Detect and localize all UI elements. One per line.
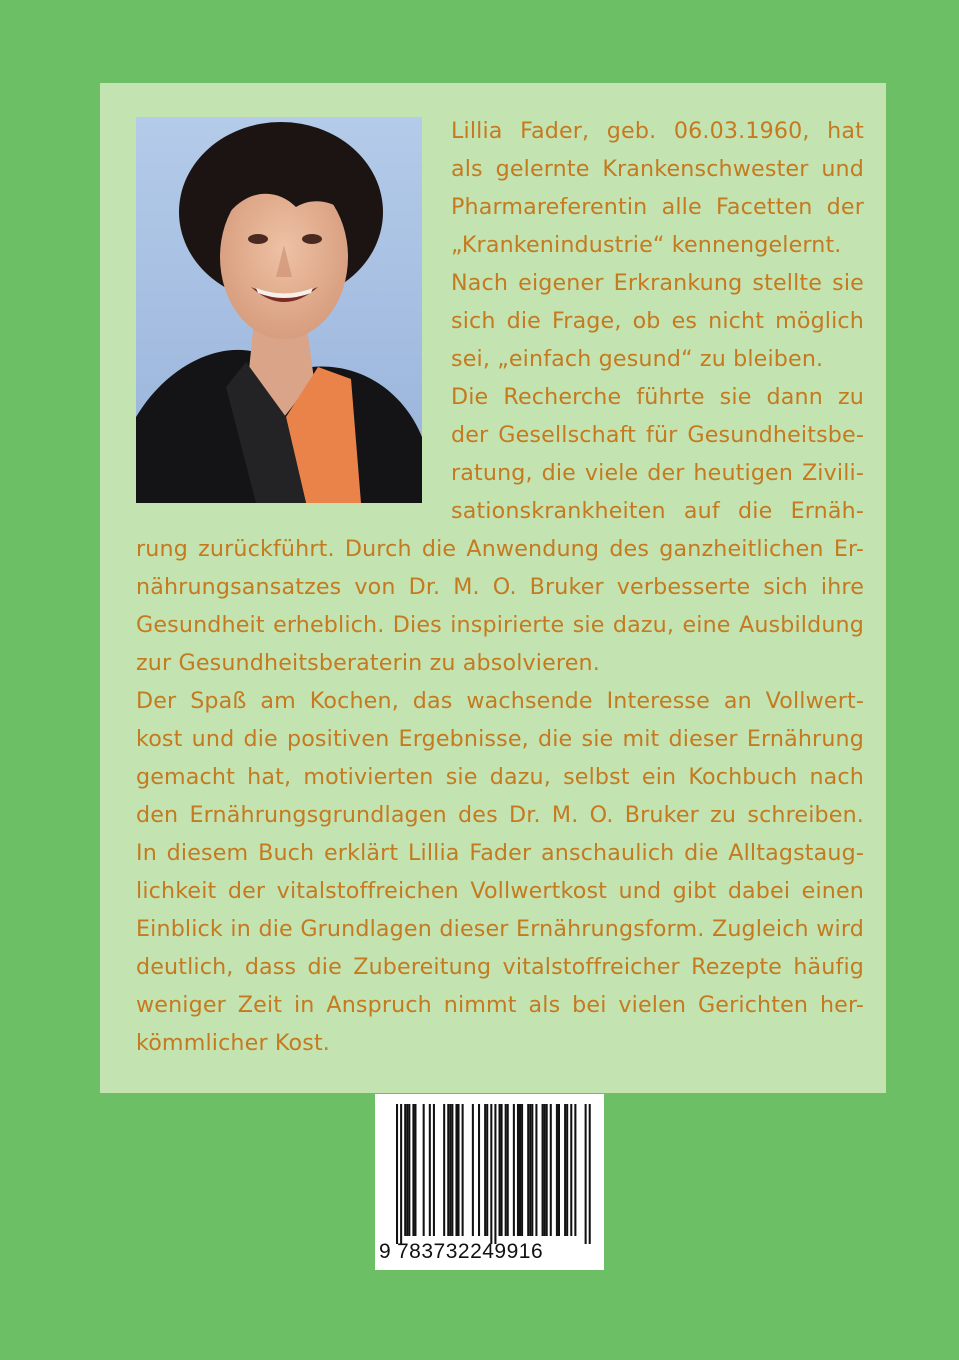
author-bio <box>136 112 864 1062</box>
bio-line: sationskrankheiten auf die Ernäh- <box>451 498 864 524</box>
barcode-bar <box>449 1104 451 1236</box>
bio-line: zur Gesundheitsberaterin zu absolvieren. <box>136 650 600 676</box>
barcode-bar <box>507 1104 509 1236</box>
barcode-bar <box>570 1104 572 1236</box>
barcode-bar <box>406 1104 408 1236</box>
barcode-bar <box>519 1104 521 1236</box>
barcode-bar <box>412 1104 414 1236</box>
barcode-bar <box>404 1104 406 1236</box>
bio-line: sei, „einfach gesund“ zu bleiben. <box>451 346 824 372</box>
barcode-bar <box>531 1104 533 1236</box>
bio-line: lichkeit der vitalstoffreichen Vollwertkost und gibt dabei einen <box>136 878 864 904</box>
bio-line: gemacht hat, motivierten sie dazu, selbst ein Kochbuch nach <box>136 764 864 790</box>
bio-line: sich die Frage, ob es nicht möglich <box>451 308 864 334</box>
barcode-bars <box>375 1094 604 1244</box>
isbn-first-digit: 9 <box>379 1240 392 1263</box>
barcode-bar <box>490 1104 492 1244</box>
barcode-bar <box>505 1104 507 1236</box>
barcode-bar <box>513 1104 515 1236</box>
barcode-bar <box>521 1104 523 1236</box>
barcode-bar <box>433 1104 435 1236</box>
barcode-bar <box>544 1104 546 1236</box>
barcode-bar <box>429 1104 431 1236</box>
bio-line: weniger Zeit in Anspruch nimmt als bei vielen Gerichten her- <box>136 992 864 1018</box>
barcode-bar <box>423 1104 425 1236</box>
bio-line: Der Spaß am Kochen, das wachsende Interesse an Vollwert- <box>136 688 864 714</box>
bio-line: nährungsansatzes von Dr. M. O. Bruker verbesserte sich ihre <box>136 574 864 600</box>
barcode-bar <box>574 1104 576 1236</box>
barcode-bar <box>455 1104 457 1236</box>
isbn-digits: 783732249916 <box>397 1240 544 1263</box>
bio-line: den Ernährungsgrundlagen des Dr. M. O. Bruker zu schreiben. <box>136 802 864 828</box>
barcode-bar <box>542 1104 544 1236</box>
bio-line: „Krankenindustrie“ kennengelernt. <box>451 232 842 258</box>
isbn-barcode <box>375 1094 604 1270</box>
barcode-bar <box>462 1104 464 1236</box>
barcode-bar <box>486 1104 488 1236</box>
barcode-bar <box>558 1104 560 1236</box>
barcode-bar <box>546 1104 548 1236</box>
bio-line: der Gesellschaft für Gesundheitsbe- <box>451 422 864 448</box>
bio-line: Lillia Fader, geb. 06.03.1960, hat <box>451 118 864 144</box>
barcode-bar <box>529 1104 531 1236</box>
barcode-bar <box>499 1104 501 1236</box>
barcode-bar <box>400 1104 402 1244</box>
barcode-bar <box>535 1104 537 1236</box>
barcode-bar <box>472 1104 474 1236</box>
bio-line: Nach eigener Erkrankung stellte sie <box>451 270 864 296</box>
bio-line: kömmlicher Kost. <box>136 1030 331 1056</box>
barcode-bar <box>443 1104 445 1236</box>
barcode-bar <box>566 1104 568 1236</box>
barcode-bar <box>447 1104 449 1236</box>
barcode-bar <box>527 1104 529 1236</box>
barcode-bar <box>556 1104 558 1236</box>
barcode-bar <box>517 1104 519 1236</box>
bio-line: Einblick in die Grundlagen dieser Ernährungsform. Zugleich wird <box>136 916 864 942</box>
barcode-bar <box>585 1104 587 1244</box>
bio-line: deutlich, dass die Zubereitung vitalstoffreicher Rezepte häufig <box>136 954 864 980</box>
barcode-bar <box>564 1104 566 1236</box>
barcode-bar <box>451 1104 453 1236</box>
bio-line: Gesundheit erheblich. Dies inspirierte sie dazu, eine Ausbildung <box>136 612 864 638</box>
barcode-bar <box>458 1104 460 1236</box>
bio-paragraph <box>136 112 864 1062</box>
bio-line: kost und die positiven Ergebnisse, die sie mit dieser Ernährung <box>136 726 864 752</box>
bio-line: Die Recherche führte sie dann zu <box>451 384 864 410</box>
barcode-bar <box>414 1104 416 1236</box>
bio-line: als gelernte Krankenschwester und <box>451 156 864 182</box>
bio-line: In diesem Buch erklärt Lillia Fader anschaulich die Alltagstaug- <box>136 840 864 866</box>
barcode-bar <box>589 1104 591 1244</box>
bio-line: ratung, die viele der heutigen Zivili- <box>451 460 864 486</box>
barcode-bar <box>396 1104 398 1244</box>
barcode-bar <box>484 1104 486 1236</box>
barcode-bar <box>478 1104 480 1236</box>
barcode-bar <box>408 1104 410 1236</box>
barcode-bar <box>550 1104 552 1236</box>
bio-line: Pharmareferentin alle Facetten der <box>451 194 864 220</box>
barcode-bar <box>494 1104 496 1244</box>
bio-line: rung zurückführt. Durch die Anwendung des ganzheitlichen Er- <box>136 536 864 562</box>
barcode-bar <box>501 1104 503 1236</box>
